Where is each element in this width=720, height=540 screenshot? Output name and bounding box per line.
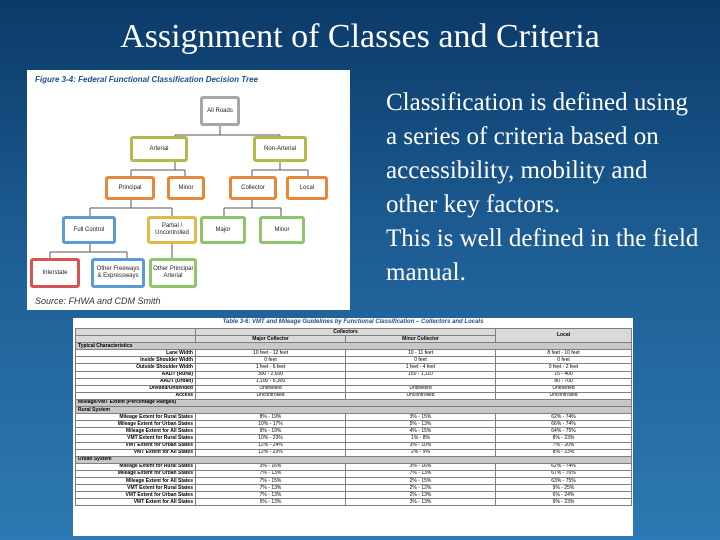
table-row [76, 385, 632, 392]
node-arterial: Arterial [130, 136, 188, 162]
table-row [76, 485, 632, 492]
cell-local: 0 feet - 2 feet [496, 364, 632, 371]
row-label: Access [76, 392, 196, 399]
table-row [76, 378, 632, 385]
cell-major: 10% - 17% [196, 421, 346, 428]
section-title: Mileage/VMT Extent (Percentage Ranges) [76, 399, 632, 406]
node-other-principal-arterial: Other Principal Arterial [149, 258, 197, 288]
table-row [76, 442, 632, 449]
cell-local: 66% - 74% [496, 421, 632, 428]
cell-local: 67% - 76% [496, 470, 632, 477]
cell-minor: 2% - 15% [346, 477, 496, 484]
cell-minor: 3% - 13% [346, 499, 496, 506]
cell-major: 7% - 15% [196, 477, 346, 484]
cell-major: 300 - 2,600 [196, 371, 346, 378]
body-paragraph-2: This is well defined in the field manual. [386, 225, 699, 286]
figure-title: Figure 3-4: Federal Functional Classification Decision Tree [35, 75, 259, 84]
table-section-row [76, 399, 632, 406]
row-label: Outside Shoulder Width [76, 364, 196, 371]
cell-minor: 3% - 16% [346, 463, 496, 470]
cell-local: 63% - 75% [496, 477, 632, 484]
cell-local: 62% - 74% [496, 414, 632, 421]
cell-local: 64% - 75% [496, 428, 632, 435]
cell-minor: 2% - 12% [346, 485, 496, 492]
cell-minor: 2% - 13% [346, 492, 496, 499]
cell-major: 3% - 16% [196, 463, 346, 470]
cell-major: 0 feet [196, 357, 346, 364]
table-row [76, 499, 632, 506]
slide-body-text [386, 86, 704, 290]
cell-local: 7% - 20% [496, 442, 632, 449]
table-row [76, 414, 632, 421]
node-partial-uncontrolled: Partial / Uncontrolled [147, 216, 197, 244]
cell-minor: 5% - 13% [346, 421, 496, 428]
table-row [76, 371, 632, 378]
cell-minor: 1% - 8% [346, 435, 496, 442]
cell-major: 9% - 19% [196, 428, 346, 435]
table-row [76, 435, 632, 442]
node-all-roads: All Roads [200, 96, 240, 126]
header-minor-collector: Minor Collector [346, 336, 496, 343]
node-collector: Collector [229, 176, 277, 200]
cell-local: 8 feet - 10 feet [496, 350, 632, 357]
cell-minor: 3% - 15% [346, 414, 496, 421]
header-collectors: Collectors [196, 329, 496, 336]
cell-minor: 4% - 15% [346, 428, 496, 435]
table-row [76, 449, 632, 456]
table-caption: Table 3-6: VMT and Mileage Guidelines by Functional Classification – Collectors and Locals [222, 319, 484, 325]
row-label: Mileage Extent for Rural States [76, 463, 196, 470]
table-row [76, 364, 632, 371]
node-non-arterial: Non-Arterial [253, 136, 307, 162]
section-title: Urban System [76, 456, 632, 463]
table-row [76, 492, 632, 499]
cell-major: Uncontrolled [196, 392, 346, 399]
section-title: Rural System [76, 407, 632, 414]
node-full-control: Full Control [62, 216, 116, 244]
figure-source: Source: FHWA and CDM Smith [35, 296, 161, 306]
cell-minor: 2% - 9% [346, 449, 496, 456]
table-row [76, 477, 632, 484]
table-row [76, 463, 632, 470]
body-paragraph-1: Classification is defined using a series of criteria based on accessibility, mobility and other key factors. [386, 89, 689, 218]
cell-local: 8% - 23% [496, 449, 632, 456]
section-title: Typical Characteristics [76, 343, 632, 350]
cell-major: 5% - 13% [196, 499, 346, 506]
row-label: Mileage Extent for All States [76, 428, 196, 435]
cell-major: 8% - 19% [196, 414, 346, 421]
row-label: Divided/Undivided [76, 385, 196, 392]
header-local: Local [496, 329, 632, 343]
row-label: VMT Extent for Urban States [76, 442, 196, 449]
cell-major: 1 feet - 6 feet [196, 364, 346, 371]
cell-local: 9% - 23% [496, 499, 632, 506]
table-row [76, 350, 632, 357]
row-label: Mileage Extent for Urban States [76, 470, 196, 477]
row-label: AADT (Urban) [76, 378, 196, 385]
cell-local: 80 - 700 [496, 378, 632, 385]
row-label: Mileage Extent for Urban States [76, 421, 196, 428]
cell-minor: 150 - 1,110 [346, 371, 496, 378]
node-major: Major [200, 216, 246, 244]
cell-minor [346, 378, 496, 385]
row-label: AADT (Rural) [76, 371, 196, 378]
row-label: Lane Width [76, 350, 196, 357]
guidelines-table [75, 328, 632, 506]
cell-major: 7% - 13% [196, 485, 346, 492]
table-row [76, 392, 632, 399]
cell-major: 7% - 13% [196, 470, 346, 477]
cell-major: 10% - 23% [196, 435, 346, 442]
row-label: VMT Extent for Rural States [76, 485, 196, 492]
table-section-row [76, 407, 632, 414]
row-label: VMT Extent for Rural States [76, 435, 196, 442]
table-row [76, 421, 632, 428]
table-header-row [76, 329, 632, 336]
row-label: Inside Shoulder Width [76, 357, 196, 364]
table-section-row [76, 343, 632, 350]
table-row [76, 357, 632, 364]
node-principal: Principal [105, 176, 155, 200]
cell-minor: 7% - 13% [346, 470, 496, 477]
cell-minor: 1 feet - 4 feet [346, 364, 496, 371]
decision-tree-figure [27, 70, 350, 310]
node-interstate: Interstate [30, 258, 80, 288]
row-label: Mileage Extent for All States [76, 477, 196, 484]
cell-local: 9% - 25% [496, 485, 632, 492]
node-minor-collector: Minor [259, 216, 305, 244]
cell-major: 1,100 - 6,300 [196, 378, 346, 385]
cell-local: 6% - 24% [496, 492, 632, 499]
cell-major: 12% - 23% [196, 449, 346, 456]
cell-major: 7% - 13% [196, 492, 346, 499]
table-section-row [76, 456, 632, 463]
cell-local: Undivided [496, 385, 632, 392]
cell-local: 62% - 74% [496, 463, 632, 470]
row-label: VMT Extent for Urban States [76, 492, 196, 499]
node-other-freeways: Other Freeways & Expressways [91, 258, 145, 288]
cell-local: 8% - 23% [496, 435, 632, 442]
cell-minor: Undivided [346, 385, 496, 392]
node-local: Local [286, 176, 328, 200]
table-row [76, 470, 632, 477]
row-label: Mileage Extent for Rural States [76, 414, 196, 421]
cell-minor: 0 feet [346, 357, 496, 364]
cell-local: 15 - 400 [496, 371, 632, 378]
node-minor: Minor [167, 176, 205, 200]
guidelines-table-figure [73, 318, 633, 536]
row-label: VMT Extent for All States [76, 449, 196, 456]
cell-major: 12% - 24% [196, 442, 346, 449]
cell-local: Uncontrolled [496, 392, 632, 399]
cell-minor: 10 - 11 feet [346, 350, 496, 357]
cell-minor: Uncontrolled [346, 392, 496, 399]
header-major-collector: Major Collector [196, 336, 346, 343]
row-label: VMT Extent for All States [76, 499, 196, 506]
table-row [76, 428, 632, 435]
cell-major: Undivided [196, 385, 346, 392]
cell-local: 0 feet [496, 357, 632, 364]
slide-title: Assignment of Classes and Criteria [120, 18, 600, 55]
cell-major: 10 feet - 12 feet [196, 350, 346, 357]
cell-minor: 3% - 10% [346, 442, 496, 449]
